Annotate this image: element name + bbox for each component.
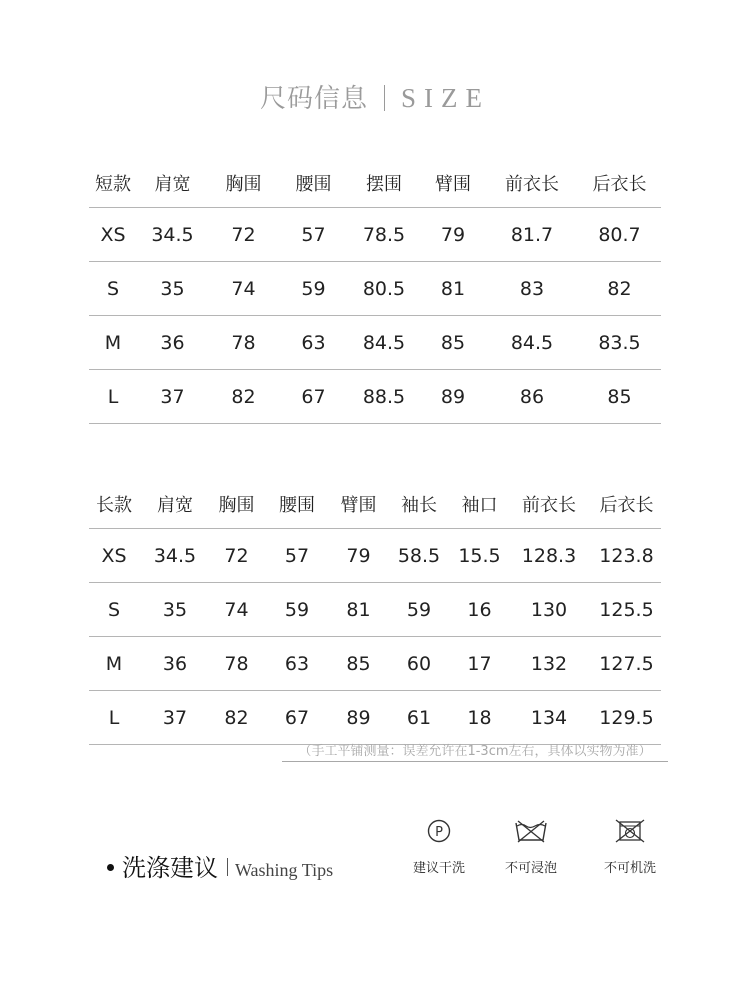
table-cell: 129.5 [592,691,661,745]
table-cell: 84.5 [486,316,578,370]
table-cell: 74 [208,262,279,316]
table-cell: 88.5 [348,370,420,424]
table-cell: 34.5 [139,529,211,583]
table-cell: 78.5 [348,208,420,262]
no-machine-wash-icon [613,818,647,844]
table-cell: 18 [453,691,506,745]
table-row [89,529,661,583]
table-cell: XS [89,529,139,583]
table-cell: XS [89,208,137,262]
table-cell: 81 [332,583,385,637]
table-cell: 37 [139,691,211,745]
table-cell: 85 [578,370,661,424]
care-label: 不可机洗 [603,861,656,876]
title-en: SIZE [401,83,490,113]
table-cell: 37 [137,370,208,424]
table-cell: 15.5 [453,529,506,583]
table-cell: 57 [262,529,332,583]
header-cell: 袖口 [461,495,498,516]
table-cell: 80.7 [578,208,661,262]
table-header-row [89,490,661,529]
header-cell: 袖长 [401,495,437,516]
table-cell: 72 [208,208,279,262]
table-cell: 57 [279,208,348,262]
header-cell: 肩宽 [157,495,193,516]
table-cell: 63 [279,316,348,370]
header-cell: 胸围 [225,174,262,195]
table-cell: 83.5 [578,316,661,370]
table-cell: L [89,370,137,424]
washing-tips-en: Washing Tips [235,860,334,880]
table-cell: M [89,316,137,370]
title-cn: 尺码信息 [259,84,368,114]
table-cell: 35 [139,583,211,637]
header-cell: 后衣长 [592,174,647,195]
table-cell: 34.5 [137,208,208,262]
table-cell: 58.5 [385,529,453,583]
table-cell: 16 [453,583,506,637]
table-cell: 36 [137,316,208,370]
header-cell: 臂围 [340,495,377,516]
table-cell: 82 [208,370,279,424]
table-cell: 67 [279,370,348,424]
table-cell: 63 [262,637,332,691]
table-cell: 86 [486,370,578,424]
table-cell: 67 [262,691,332,745]
table-cell: 85 [332,637,385,691]
table-cell: 84.5 [348,316,420,370]
short-size-table [89,169,661,424]
table-cell: 89 [420,370,486,424]
table-header-row [89,169,661,208]
header-cell: 前衣长 [505,174,559,195]
care-item-dry-clean [389,818,489,876]
table-cell: 127.5 [592,637,661,691]
table-cell: 59 [279,262,348,316]
table-cell: 35 [137,262,208,316]
table-cell: 59 [385,583,453,637]
dry-clean-icon [426,818,452,844]
table-cell: L [89,691,139,745]
table-cell: S [89,583,139,637]
care-label: 不可浸泡 [504,861,557,876]
page-title [0,78,750,115]
table-cell: 81 [420,262,486,316]
table-cell: 123.8 [592,529,661,583]
table-cell: 80.5 [348,262,420,316]
table-cell: 60 [385,637,453,691]
table-row [89,691,661,745]
measurement-note: （手工平铺测量：误差允许在1-3cm左右，具体以实物为准） [282,740,668,762]
no-soak-icon [514,818,548,844]
washing-tips-cn: 洗涤建议 [122,854,218,882]
table-cell: 130 [506,583,592,637]
table-cell: 78 [208,316,279,370]
table-cell: 17 [453,637,506,691]
care-label: 建议干洗 [412,861,465,876]
table-cell: 132 [506,637,592,691]
table-cell: 82 [211,691,262,745]
long-size-table [89,490,661,745]
table-row [89,262,661,316]
table-row [89,208,661,262]
washing-tips-heading [107,848,333,883]
bullet-dot-icon [107,864,114,871]
table-row [89,316,661,370]
table-cell: S [89,262,137,316]
table-cell: 81.7 [486,208,578,262]
table-cell: 36 [139,637,211,691]
table-cell: 134 [506,691,592,745]
table-row [89,370,661,424]
table-cell: 82 [578,262,661,316]
table-cell: M [89,637,139,691]
header-cell: 摆围 [366,174,402,195]
header-cell: 胸围 [218,495,255,516]
table-cell: 79 [332,529,385,583]
table-cell: 89 [332,691,385,745]
table-row [89,583,661,637]
table-cell: 79 [420,208,486,262]
header-cell: 腰围 [295,174,332,195]
header-cell: 肩宽 [154,174,191,195]
table-cell: 78 [211,637,262,691]
header-cell: 长款 [96,495,132,516]
svg-text:P: P [435,825,443,840]
table-cell: 128.3 [506,529,592,583]
header-cell: 前衣长 [522,495,576,516]
table-cell: 61 [385,691,453,745]
table-row [89,637,661,691]
table-cell: 72 [211,529,262,583]
table-cell: 125.5 [592,583,661,637]
washing-tips-divider [227,858,228,876]
care-item-no-soak [481,818,581,876]
table-cell: 83 [486,262,578,316]
title-divider [384,85,385,111]
header-cell: 臂围 [435,174,471,195]
header-cell: 短款 [95,174,131,195]
table-cell: 85 [420,316,486,370]
table-cell: 74 [211,583,262,637]
header-cell: 后衣长 [599,495,654,516]
care-item-no-machine-wash [580,818,680,876]
header-cell: 腰围 [279,495,315,516]
table-cell: 59 [262,583,332,637]
